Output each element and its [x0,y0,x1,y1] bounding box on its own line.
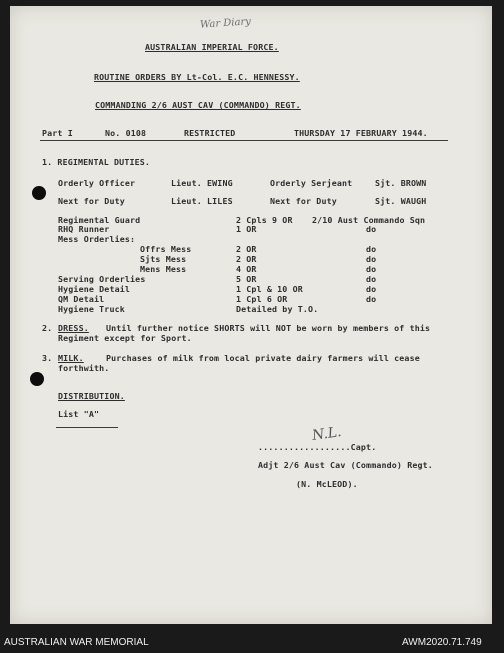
orderly-serjeant-name: Sjt. BROWN [375,178,427,188]
duty-by: do [366,274,377,284]
next-duty-label: Next for Duty [58,196,125,206]
section3-text-2: forthwith. [58,363,110,373]
document-page [10,6,492,624]
next-duty-serjeant: Sjt. WAUGH [375,196,427,206]
duty-allot: 1 Cpl & 10 OR [236,284,303,294]
section2-text: Until further notice SHORTS will NOT be worn by members of this [106,323,431,333]
duty-name: QM Detail [58,294,105,304]
punch-hole [32,186,46,200]
duty-name: Serving Orderlies [58,274,146,284]
footer-accession-number: AWM2020.71.749 [402,637,482,648]
orderly-serjeant-label: Orderly Serjeant [270,178,353,188]
duty-allot: 1 Cpl 6 OR [236,294,288,304]
order-date: THURSDAY 17 FEBRUARY 1944. [294,128,428,138]
signature-line: ..................Capt. [258,442,377,452]
section2-number: 2. [42,323,53,333]
duty-by: do [366,244,377,254]
duty-allot: 5 OR [236,274,257,284]
duty-by: do [366,284,377,294]
duty-by: do [366,254,377,264]
duty-allot: 2 OR [236,254,257,264]
part-label: Part I [42,128,73,138]
duty-name: Mens Mess [140,264,187,274]
adjutant-title: Adjt 2/6 Aust Cav (Commando) Regt. [258,460,433,470]
duty-allot: 2 Cpls 9 OR [236,215,293,225]
duty-allot: Detailed by T.O. [236,304,319,314]
header-rule [40,140,448,141]
signature-scrawl: N.L. [311,424,343,444]
order-number: No. 0108 [105,128,147,138]
distribution-heading: DISTRIBUTION. [58,391,125,401]
duty-name: Regimental Guard [58,215,141,225]
header-commanding: COMMANDING 2/6 AUST CAV (COMMANDO) REGT. [95,100,301,110]
duty-allot: 1 OR [236,224,257,234]
duty-by: do [366,294,377,304]
duty-by: do [366,264,377,274]
next-duty-label-2: Next for Duty [270,196,337,206]
next-duty-officer: Lieut. LILES [171,196,233,206]
handwritten-note: War Diary [199,16,252,31]
section2-heading: DRESS. [58,323,89,333]
distribution-list: List "A" [58,409,100,419]
header-title: AUSTRALIAN IMPERIAL FORCE. [145,42,279,52]
footer-credit: AUSTRALIAN WAR MEMORIAL [4,637,149,648]
section3-heading: MILK. [58,353,84,363]
orderly-officer-label: Orderly Officer [58,178,136,188]
section3-text: Purchases of milk from local private dairy farmers will cease [106,353,420,363]
duty-by: do [366,224,377,234]
duty-name: Offrs Mess [140,244,192,254]
duty-allot: 2 OR [236,244,257,254]
duty-allot: 4 OR [236,264,257,274]
duty-name: RHQ Runner [58,224,110,234]
section2-text-2: Regiment except for Sport. [58,333,192,343]
duty-name: Hygiene Truck [58,304,125,314]
punch-hole [30,372,44,386]
duty-by: 2/10 Aust Commando Sqn [312,215,426,225]
duty-name: Sjts Mess [140,254,187,264]
duty-name: Hygiene Detail [58,284,131,294]
adjutant-name: (N. McLEOD). [296,479,358,489]
classification: RESTRICTED [184,128,236,138]
header-orders-by: ROUTINE ORDERS BY Lt-Col. E.C. HENNESSY. [94,72,300,82]
distribution-rule [56,427,118,428]
duty-name: Mess Orderlies: [58,234,136,244]
section3-number: 3. [42,353,53,363]
section1-heading: 1. REGIMENTAL DUTIES. [42,157,151,167]
orderly-officer-name: Lieut. EWING [171,178,233,188]
